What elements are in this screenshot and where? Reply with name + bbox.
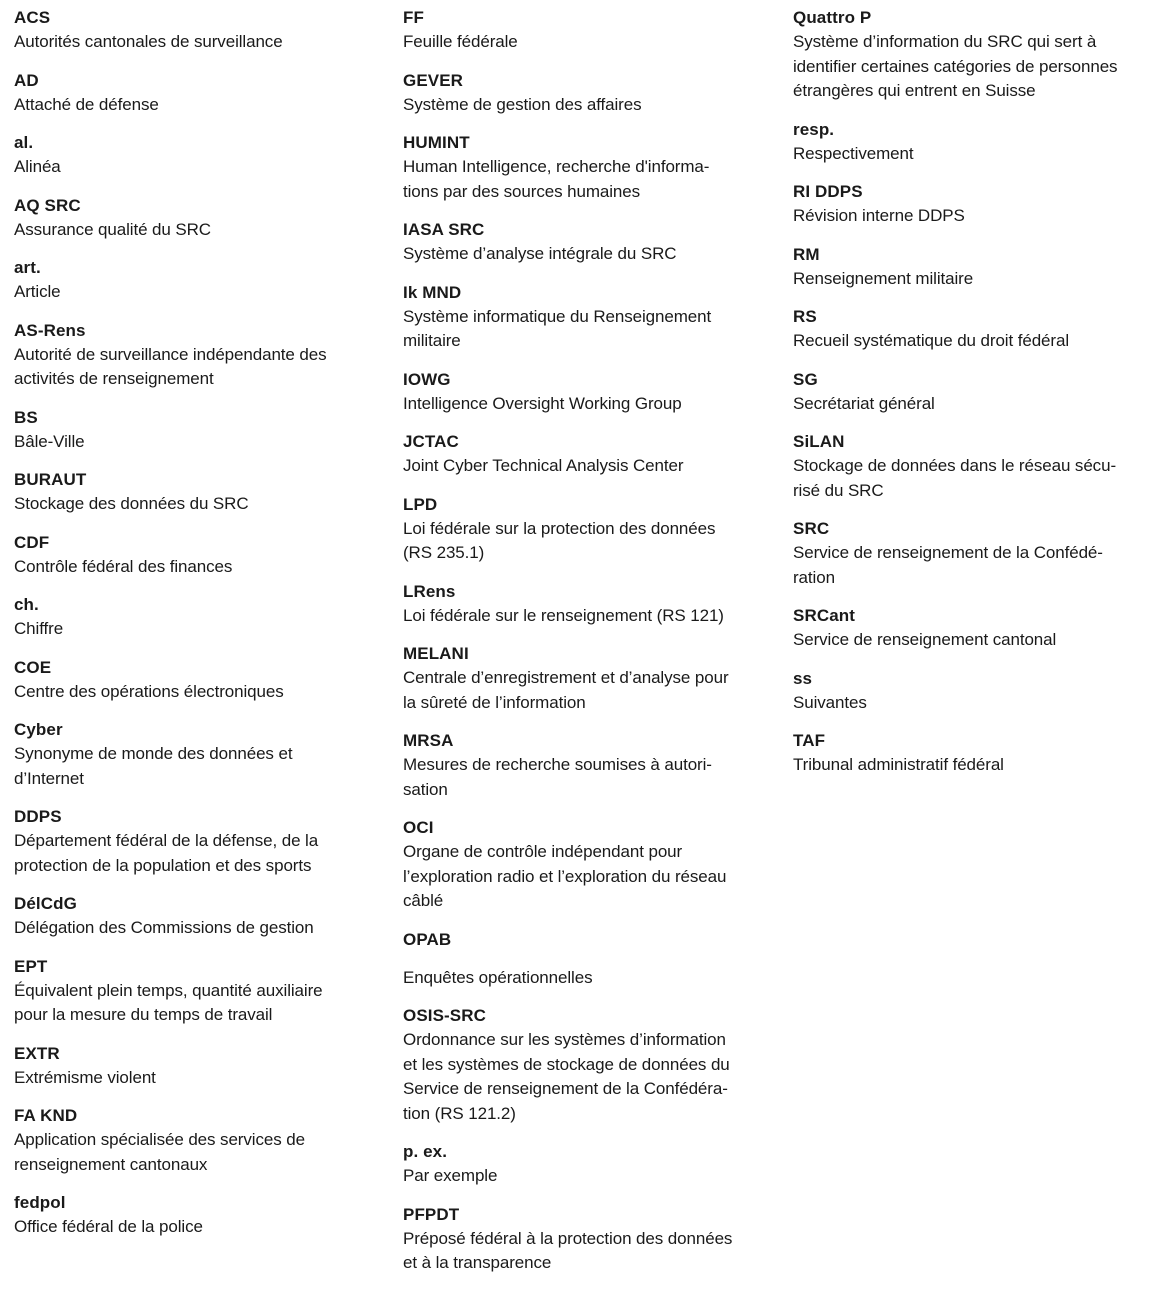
abbreviation-definition-line: Système d’analyse intégrale du SRC xyxy=(403,244,677,263)
abbreviations-glossary xyxy=(14,6,1164,1296)
abbreviation-definition-line: tions par des sources humaines xyxy=(403,181,641,201)
abbreviation-definition-line: renseignement cantonaux xyxy=(14,1154,208,1174)
glossary-entry xyxy=(403,928,778,991)
glossary-entry xyxy=(403,1203,778,1276)
glossary-entry xyxy=(403,729,778,802)
glossary-entry xyxy=(793,243,1163,292)
glossary-entry xyxy=(14,593,384,642)
abbreviation-term: AS-Rens xyxy=(14,320,86,340)
abbreviation-definition-line: Centre des opérations électroniques xyxy=(14,681,284,701)
abbreviation-definition-line: la sûreté de l’information xyxy=(403,692,586,712)
glossary-entry xyxy=(403,218,778,267)
abbreviation-definition-line: Loi fédérale sur la protection des données xyxy=(403,518,716,538)
abbreviation-definition-line: Article xyxy=(14,282,61,301)
abbreviation-definition-line: Bâle-Ville xyxy=(14,431,85,451)
abbreviation-term: BURAUT xyxy=(14,470,87,489)
abbreviation-definition-line: Organe de contrôle indépendant pour xyxy=(403,842,683,861)
abbreviation-definition-line: Stockage des données du SRC xyxy=(14,494,249,513)
abbreviation-definition-line: Préposé fédéral à la protection des données xyxy=(403,1228,733,1248)
glossary-entry xyxy=(14,1042,384,1091)
glossary-entry xyxy=(403,430,778,479)
abbreviation-term: TAF xyxy=(793,731,826,750)
abbreviation-definition-line: Contrôle fédéral des finances xyxy=(14,556,233,576)
abbreviation-definition-line: tion (RS 121.2) xyxy=(403,1103,516,1123)
abbreviation-term: SRCant xyxy=(793,606,855,625)
abbreviation-term: ACS xyxy=(14,8,51,27)
abbreviation-definition-line: risé du SRC xyxy=(793,480,884,500)
abbreviation-definition-line: Service de renseignement de la Confédéra- xyxy=(403,1079,728,1098)
abbreviation-term: ss xyxy=(793,668,813,688)
abbreviation-term: CDF xyxy=(14,532,50,552)
glossary-entry xyxy=(14,805,384,878)
abbreviation-definition-line: Extrémisme violent xyxy=(14,1067,156,1087)
abbreviation-definition-line: et à la transparence xyxy=(403,1253,552,1272)
abbreviation-term: GEVER xyxy=(403,70,464,90)
glossary-entry xyxy=(403,580,778,629)
glossary-entry xyxy=(403,6,778,55)
glossary-entry xyxy=(403,368,778,417)
abbreviation-definition-line: Autorité de surveillance indépendante des xyxy=(14,344,327,364)
abbreviation-definition-line: Respectivement xyxy=(793,143,914,163)
abbreviation-definition-line: Équivalent plein temps, quantité auxiliaire xyxy=(14,980,323,1000)
abbreviation-definition-line: étrangères qui entrent en Suisse xyxy=(793,81,1036,100)
glossary-entry xyxy=(14,468,384,517)
abbreviation-definition-line: militaire xyxy=(403,331,461,350)
abbreviation-definition-line: Ordonnance sur les systèmes d’information xyxy=(403,1030,726,1049)
abbreviation-term: DDPS xyxy=(14,807,62,826)
abbreviation-definition-line: Par exemple xyxy=(403,1166,498,1185)
abbreviation-definition-line: protection de la population et des sports xyxy=(14,855,312,875)
abbreviation-definition-line: Loi fédérale sur le renseignement (RS 121) xyxy=(403,605,724,625)
abbreviation-term: EXTR xyxy=(14,1043,60,1063)
abbreviation-term: MELANI xyxy=(403,644,469,663)
abbreviation-definition-line: Office fédéral de la police xyxy=(14,1217,203,1236)
abbreviation-definition-line: pour la mesure du temps de travail xyxy=(14,1005,273,1024)
abbreviation-definition-line: Attaché de défense xyxy=(14,94,159,114)
glossary-entry xyxy=(14,1191,384,1240)
glossary-entry xyxy=(403,1004,778,1126)
glossary-entry xyxy=(403,493,778,566)
abbreviation-term: RI DDPS xyxy=(793,182,863,201)
abbreviation-definition-line: Suivantes xyxy=(793,692,867,712)
glossary-entry xyxy=(793,180,1163,229)
abbreviation-definition-line: sation xyxy=(403,779,448,799)
glossary-entry xyxy=(793,6,1163,104)
glossary-entry xyxy=(14,406,384,455)
abbreviation-term: ch. xyxy=(14,595,39,614)
abbreviation-term: RM xyxy=(793,244,820,264)
abbreviation-term: OCI xyxy=(403,818,434,837)
glossary-entry xyxy=(14,656,384,705)
abbreviation-definition-line: Enquêtes opérationnelles xyxy=(403,967,593,987)
abbreviation-definition-line: Système de gestion des affaires xyxy=(403,94,642,114)
abbreviation-definition-line: Révision interne DDPS xyxy=(793,206,965,225)
abbreviation-term: COE xyxy=(14,657,52,677)
glossary-entry xyxy=(793,667,1163,716)
glossary-entry xyxy=(14,531,384,580)
abbreviation-definition-line: Recueil systématique du droit fédéral xyxy=(793,331,1070,350)
glossary-entry xyxy=(793,305,1163,354)
glossary-entry xyxy=(14,194,384,243)
abbreviation-definition-line: ration xyxy=(793,567,835,587)
abbreviation-term: SiLAN xyxy=(793,432,845,451)
abbreviation-definition-line: et les systèmes de stockage de données du xyxy=(403,1054,730,1074)
glossary-column-3 xyxy=(793,6,1163,792)
glossary-entry xyxy=(403,642,778,715)
abbreviation-definition-line: Alinéa xyxy=(14,157,61,176)
glossary-entry xyxy=(14,892,384,941)
abbreviation-definition-line: Assurance qualité du SRC xyxy=(14,219,211,239)
glossary-column-1 xyxy=(14,6,384,1254)
abbreviation-definition-line: Chiffre xyxy=(14,619,64,638)
abbreviation-term: MRSA xyxy=(403,731,454,750)
glossary-entry xyxy=(14,256,384,305)
glossary-entry xyxy=(14,6,384,55)
abbreviation-term: SRC xyxy=(793,519,830,538)
abbreviation-definition-line: Service de renseignement cantonal xyxy=(793,630,1057,649)
abbreviation-term: FA KND xyxy=(14,1106,78,1125)
abbreviation-definition-line: Secrétariat général xyxy=(793,393,935,413)
abbreviation-definition-line: Human Intelligence, recherche d'informa- xyxy=(403,157,710,176)
glossary-entry xyxy=(14,1104,384,1177)
glossary-entry xyxy=(14,319,384,392)
abbreviation-definition-line: Intelligence Oversight Working Group xyxy=(403,393,682,413)
abbreviation-definition-line: Département fédéral de la défense, de la xyxy=(14,831,319,850)
abbreviation-term: HUMINT xyxy=(403,133,470,152)
glossary-entry xyxy=(14,131,384,180)
abbreviation-term: fedpol xyxy=(14,1193,66,1212)
glossary-entry xyxy=(14,718,384,791)
glossary-entry xyxy=(793,517,1163,590)
abbreviation-definition-line: Application spécialisée des services de xyxy=(14,1130,305,1149)
abbreviation-definition-line: Système informatique du Renseignement xyxy=(403,306,712,326)
abbreviation-definition-line: Joint Cyber Technical Analysis Center xyxy=(403,456,684,475)
glossary-entry xyxy=(14,69,384,118)
abbreviation-definition-line: d’Internet xyxy=(14,768,84,788)
abbreviation-definition-line: Renseignement militaire xyxy=(793,268,974,288)
abbreviation-definition-line: (RS 235.1) xyxy=(403,543,485,562)
abbreviation-term: IOWG xyxy=(403,369,451,389)
glossary-column-2 xyxy=(403,6,778,1290)
abbreviation-definition-line: Mesures de recherche soumises à autori- xyxy=(403,755,712,774)
abbreviation-term: p. ex. xyxy=(403,1142,448,1161)
abbreviation-term: LRens xyxy=(403,581,456,601)
abbreviation-term: resp. xyxy=(793,119,835,139)
abbreviation-term: Ik MND xyxy=(403,282,462,302)
abbreviation-definition-line: Synonyme de monde des données et xyxy=(14,744,293,763)
abbreviation-definition-line: Tribunal administratif fédéral xyxy=(793,755,1004,774)
glossary-entry xyxy=(403,816,778,914)
abbreviation-term: FF xyxy=(403,8,424,27)
glossary-entry xyxy=(403,281,778,354)
abbreviation-term: SG xyxy=(793,369,818,389)
abbreviation-term: OSIS-SRC xyxy=(403,1006,486,1025)
abbreviation-definition-line: Stockage de données dans le réseau sécu- xyxy=(793,456,1117,475)
abbreviation-definition-line: câblé xyxy=(403,891,444,910)
abbreviation-definition-line: Système d’information du SRC qui sert à xyxy=(793,32,1097,51)
abbreviation-term: BS xyxy=(14,407,38,427)
glossary-entry xyxy=(793,430,1163,503)
abbreviation-term: al. xyxy=(14,133,34,152)
abbreviation-definition-line: Délégation des Commissions de gestion xyxy=(14,918,314,937)
abbreviation-definition-line: identifier certaines catégories de personnes xyxy=(793,56,1118,76)
abbreviation-term: Quattro P xyxy=(793,8,872,27)
abbreviation-definition-line: Centrale d’enregistrement et d’analyse pour xyxy=(403,668,729,687)
glossary-entry xyxy=(14,955,384,1028)
abbreviation-term: DélCdG xyxy=(14,894,77,913)
abbreviation-term: art. xyxy=(14,258,41,277)
abbreviation-term: EPT xyxy=(14,956,48,976)
abbreviation-definition-line: activités de renseignement xyxy=(14,369,214,388)
abbreviation-term: PFPDT xyxy=(403,1204,460,1224)
abbreviation-definition-line: l’exploration radio et l’exploration du réseau xyxy=(403,866,727,886)
abbreviation-term: Cyber xyxy=(14,720,63,739)
abbreviation-definition-line: Feuille fédérale xyxy=(403,32,518,51)
abbreviation-term: RS xyxy=(793,307,817,326)
abbreviation-term: OPAB xyxy=(403,929,452,949)
glossary-entry xyxy=(793,729,1163,778)
abbreviation-term: AQ SRC xyxy=(14,195,81,215)
glossary-entry xyxy=(403,131,778,204)
abbreviation-definition-line: Service de renseignement de la Confédé- xyxy=(793,543,1103,562)
glossary-entry xyxy=(793,118,1163,167)
abbreviation-definition-line: Autorités cantonales de surveillance xyxy=(14,32,283,51)
blank-line xyxy=(403,952,778,966)
glossary-entry xyxy=(403,1140,778,1189)
glossary-entry xyxy=(793,604,1163,653)
abbreviation-term: IASA SRC xyxy=(403,220,485,239)
glossary-entry xyxy=(793,368,1163,417)
glossary-entry xyxy=(403,69,778,118)
abbreviation-term: LPD xyxy=(403,494,438,514)
abbreviation-term: AD xyxy=(14,70,39,90)
abbreviation-term: JCTAC xyxy=(403,432,459,451)
